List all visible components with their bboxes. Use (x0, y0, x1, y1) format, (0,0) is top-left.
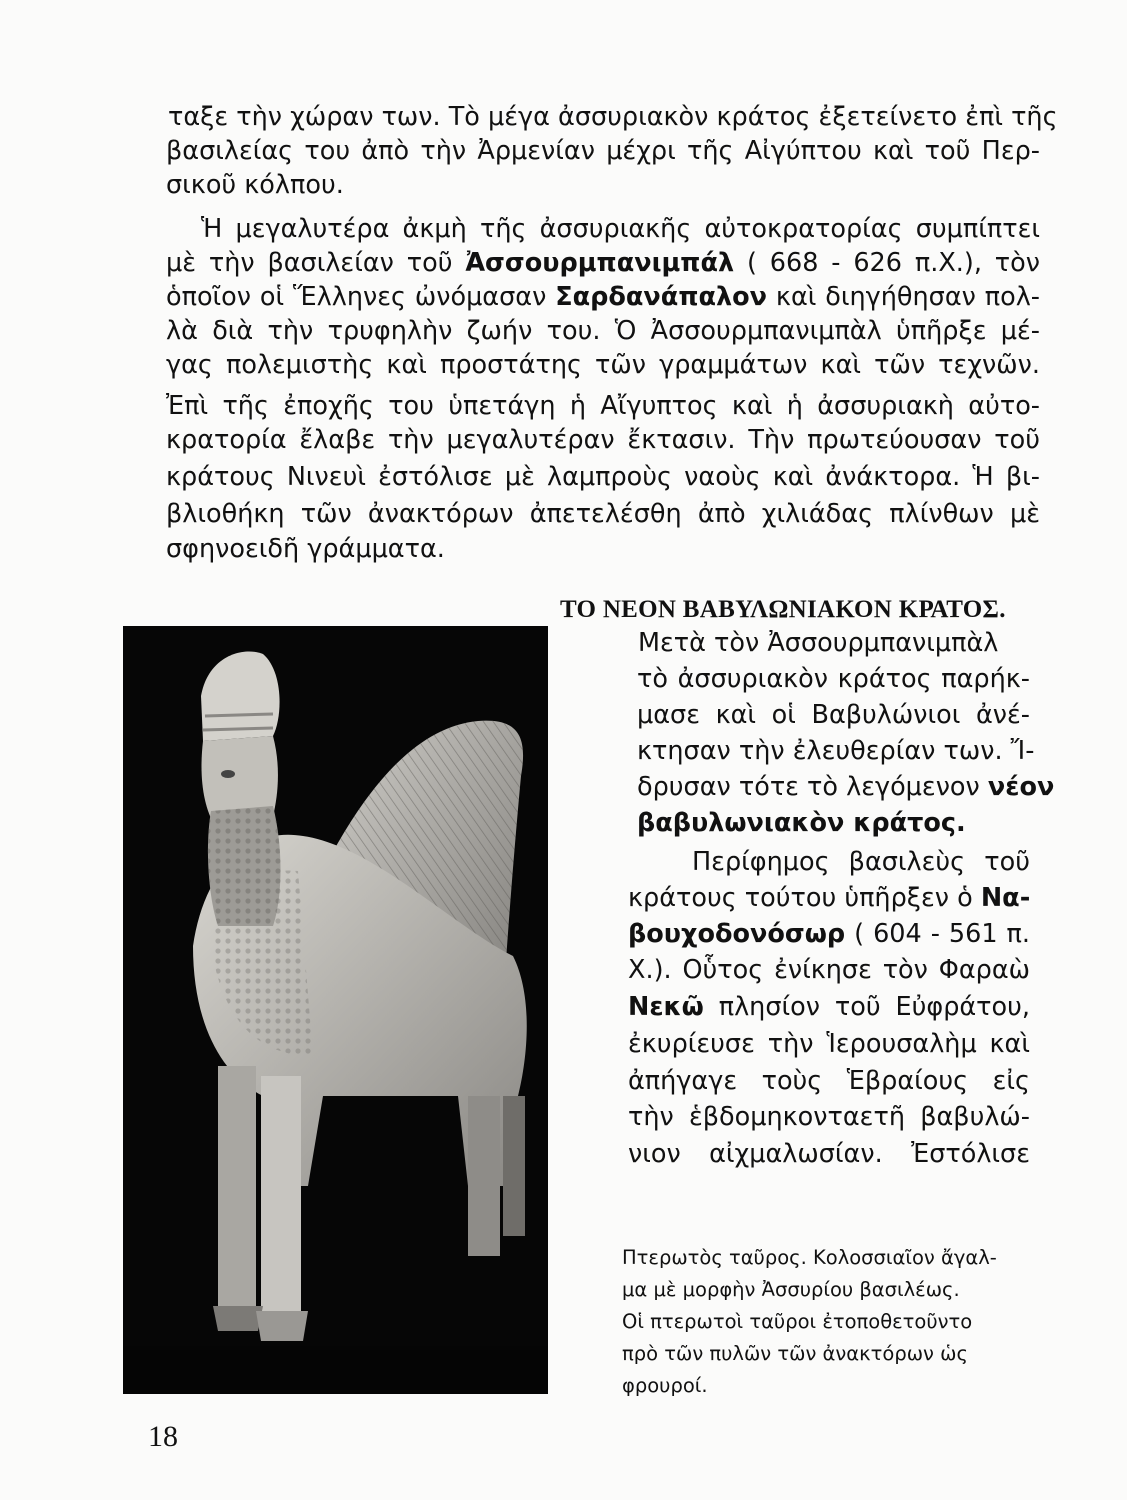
col-line-12: ἐκυρίευσε τὴν Ἱερουσαλὴμ καὶ (628, 1029, 1030, 1059)
para2-line-3 (166, 280, 1040, 314)
para2-line-2 (166, 246, 1040, 280)
col-line-13: ἀπήγαγε τοὺς Ἑβραίους εἰς (628, 1066, 1030, 1096)
col-line-14: τὴν ἑβδομηκονταετῆ βαβυλώ- (628, 1102, 1030, 1132)
text: ( 604 - 561 π. (845, 919, 1030, 949)
para2-line-4: λὰ διὰ τὴν τρυφηλὴν ζωήν του. Ὁ Ἀσσουρμπανιμπὰλ ὑπῆρξε μέ- (166, 316, 1040, 346)
col-line-15: νιον αἰχμαλωσίαν. Ἐστόλισε (628, 1139, 1030, 1169)
caption-line-5: φρουροί. (622, 1374, 708, 1397)
text: καὶ διηγήθησαν πολ- (767, 282, 1041, 312)
bold-term: νέον (987, 772, 1055, 802)
para2-line-9: βλιοθήκη τῶν ἀνακτόρων ἀπετελέσθη ἀπὸ χιλιάδας πλίνθων μὲ (166, 499, 1040, 529)
winged-bull-illustration (123, 626, 548, 1394)
col-line-1: Μετὰ τὸν Ἀσσουρμπανιμπὰλ (638, 628, 999, 658)
para2-line-8: κράτους Νινευὶ ἐστόλισε μὲ λαμπροὺς ναοὺς καὶ ἀνάκτορα. Ἡ βι- (166, 462, 1040, 492)
bold-name: Σαρδανάπαλον (555, 282, 768, 312)
caption-line-1: Πτερωτὸς ταῦρος. Κολοσσιαῖον ἄγαλ- (622, 1246, 997, 1269)
col-line-2: τὸ ἀσσυριακὸν κράτος παρήκ- (637, 664, 1030, 694)
para2-line-5: γας πολεμιστὴς καὶ προστάτης τῶν γραμμάτων καὶ τῶν τεχνῶν. (166, 350, 1040, 380)
col-line-11 (628, 990, 1030, 1024)
text: ( 668 - 626 π.Χ.), τὸν (734, 248, 1040, 278)
para2-line-7: κρατορία ἔλαβε τὴν μεγαλυτέραν ἔκτασιν. Τὴν πρωτεύουσαν τοῦ (166, 425, 1040, 455)
body-line-3: σικοῦ κόλπου. (166, 170, 344, 200)
col-line-10: Χ.). Οὗτος ἐνίκησε τὸν Φαραὼ (628, 955, 1030, 985)
text: πλησίον τοῦ Εὐφράτου, (703, 992, 1030, 1022)
col-line-9 (628, 917, 1030, 951)
col-line-5 (637, 770, 1055, 804)
col-line-8 (628, 881, 1030, 915)
section-heading: ΤΟ ΝΕΟΝ ΒΑΒΥΛΩΝΙΑΚΟΝ ΚΡΑΤΟΣ. (560, 596, 1006, 623)
bold-name: Να- (980, 883, 1031, 913)
col-line-7: Περίφημος βασιλεὺς τοῦ (692, 847, 1030, 877)
bold-name: Ἀσσουρμπανιμπάλ (465, 248, 735, 278)
body-line-1: ταξε τὴν χώραν των. Τὸ μέγα ἀσσυριακὸν κράτος ἐξετείνετο ἐπὶ τῆς (168, 102, 1058, 132)
caption-line-4: πρὸ τῶν πυλῶν τῶν ἀνακτόρων ὡς (622, 1342, 968, 1365)
caption-line-2: μα μὲ μορφὴν Ἀσσυρίου βασιλέως. (622, 1278, 960, 1301)
text: κράτους τούτου ὑπῆρξεν ὁ (628, 883, 981, 913)
page-number: 18 (148, 1420, 178, 1453)
bold-name: Νεκῶ (628, 992, 704, 1022)
col-line-6 (637, 806, 966, 840)
col-line-3: μασε καὶ οἱ Βαβυλώνιοι ἀνέ- (637, 700, 1030, 730)
body-line-2: βασιλείας του ἀπὸ τὴν Ἀρμενίαν μέχρι τῆς Αἰγύπτου καὶ τοῦ Περ- (166, 136, 1040, 166)
text: μὲ τὴν βασιλείαν τοῦ (166, 248, 466, 278)
caption-line-3: Οἱ πτερωτοὶ ταῦροι ἐτοποθετοῦντο (622, 1310, 973, 1333)
winged-bull-photo (123, 626, 548, 1394)
para2-line-6: Ἐπὶ τῆς ἐποχῆς του ὑπετάγη ἡ Αἴγυπτος καὶ ἡ ἀσσυριακὴ αὐτο- (166, 391, 1040, 421)
para2-line-10: σφηνοειδῆ γράμματα. (166, 534, 445, 564)
para2-line-1: Ἡ μεγαλυτέρα ἀκμὴ τῆς ἀσσυριακῆς αὐτοκρατορίας συμπίπτει (201, 214, 1040, 244)
text: δρυσαν τότε τὸ λεγόμενον (637, 772, 988, 802)
text: ὁποῖον οἱ Ἕλληνες ὠνόμασαν (166, 282, 556, 312)
bold-name: βουχοδονόσωρ (628, 919, 846, 949)
bold-term: βαβυλωνιακὸν κράτος. (637, 808, 966, 838)
col-line-4: κτησαν τὴν ἐλευθερίαν των. Ἴ- (637, 736, 1035, 766)
